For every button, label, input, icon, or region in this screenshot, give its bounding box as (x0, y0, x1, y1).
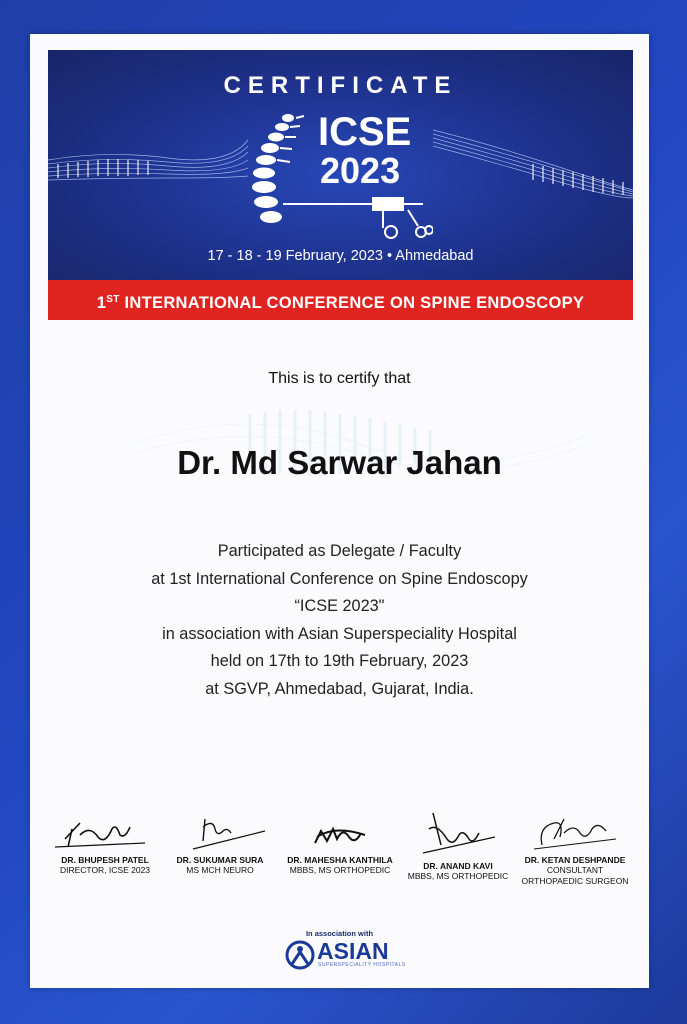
signatory-name: DR. KETAN DESHPANDE (524, 855, 626, 865)
signatory-title: MBBS, MS ORTHOPEDIC (289, 865, 391, 875)
body-line: held on 17th to 19th February, 2023 (210, 652, 469, 670)
signatory-title: ORTHOPAEDIC SURGEON (521, 876, 629, 886)
particle-wave-left (48, 120, 248, 210)
particle-wave-right (433, 120, 633, 210)
signatory-title: MS MCH NEURO (186, 865, 254, 875)
signatory-2 (160, 809, 280, 876)
recipient-name: Dr. Md Sarwar Jahan (177, 444, 502, 481)
body-line: at 1st International Conference on Spine Endoscopy (151, 569, 528, 588)
signatory-1 (45, 809, 165, 876)
signature-scribble (403, 809, 513, 857)
icse-logo (238, 112, 458, 242)
logo-icse-text: ICSE (318, 110, 412, 154)
signatory-title: CONSULTANT (546, 865, 604, 875)
signatory-title: MBBS, MS ORTHOPEDIC (407, 871, 509, 881)
association-label (30, 929, 649, 938)
conference-title: INTERNATIONAL CONFERENCE ON SPINE ENDOSCOPY (124, 294, 585, 312)
title-ordinal-suffix: ST (106, 294, 120, 305)
asian-hospital-logo-icon (285, 940, 315, 970)
asian-hospital-logo (285, 938, 405, 972)
body-line: at SGVP, Ahmedabad, Gujarat, India. (205, 679, 474, 698)
signatory-3 (280, 809, 400, 876)
certificate-title: CERTIFICATE (223, 72, 458, 99)
title-ordinal: 1 (96, 294, 107, 312)
signatory-name: DR. BHUPESH PATEL (61, 855, 149, 865)
certificate-body (30, 538, 649, 703)
body-line: in association with Asian Superspeciality Hospital (162, 624, 517, 643)
body-line: Participated as Delegate / Faculty (217, 542, 462, 560)
signatory-title: DIRECTOR, ICSE 2023 (59, 865, 151, 875)
signature-scribble (165, 809, 275, 851)
header-banner (48, 50, 633, 280)
conference-title-bar (48, 280, 633, 320)
signature-scribble (285, 809, 395, 851)
certify-text: This is to certify that (268, 370, 411, 387)
signatory-5 (515, 809, 635, 887)
signatory-name: DR. ANAND KAVI (423, 861, 493, 871)
signatory-name: DR. MAHESHA KANTHILA (287, 855, 393, 865)
hospital-name: ASIAN (317, 938, 389, 964)
endoscope-icon (283, 192, 433, 242)
signature-scribble (50, 809, 160, 851)
dates-location: 17 - 18 - 19 February, 2023 • Ahmedabad (207, 248, 474, 264)
certificate-sheet (30, 34, 649, 988)
logo-year-text: 2023 (320, 150, 401, 191)
signatory-name: DR. SUKUMAR SURA (176, 855, 264, 865)
hospital-subtitle: SUPERSPECIALITY HOSPITALS (318, 962, 406, 968)
signature-scribble (520, 809, 630, 851)
body-line: “ICSE 2023" (294, 597, 385, 615)
signatory-4 (398, 809, 518, 882)
association-text: In association with (305, 929, 374, 938)
